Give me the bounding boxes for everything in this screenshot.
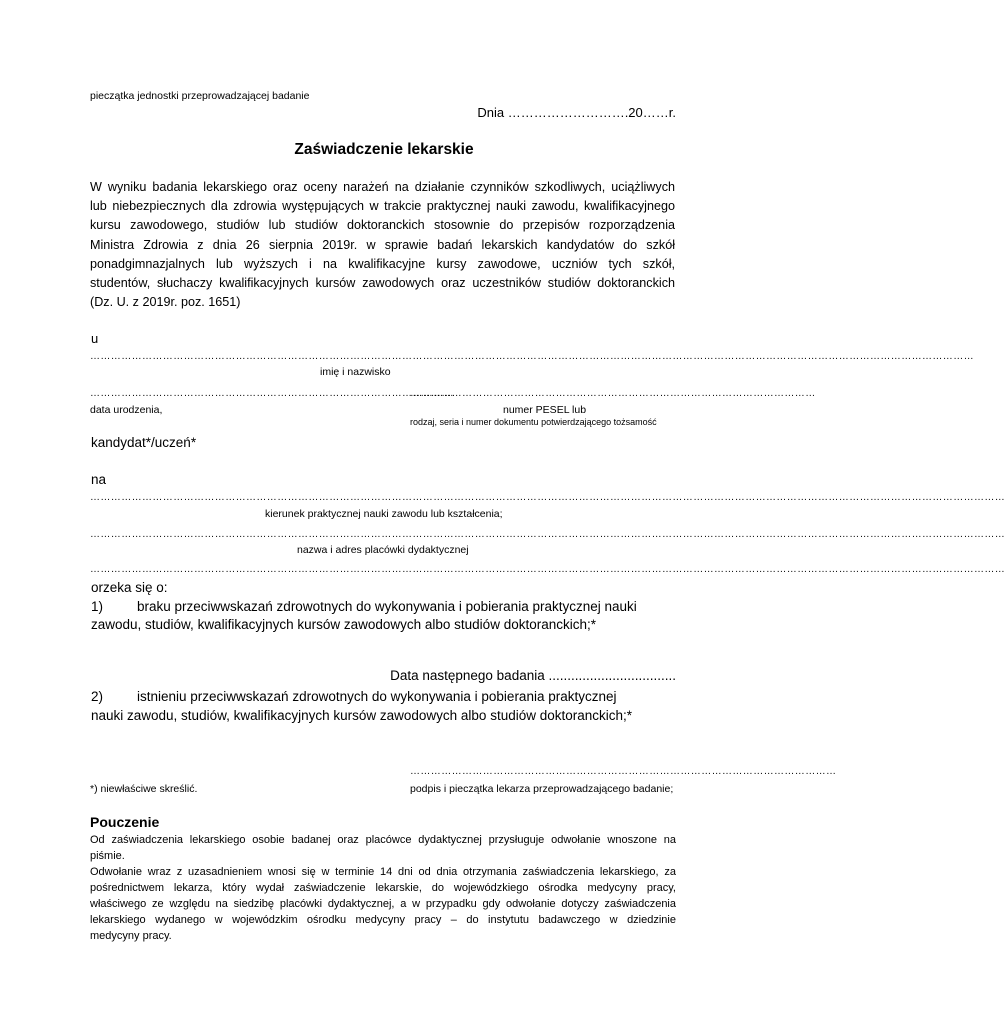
candidate-label: kandydat*/uczeń* bbox=[91, 435, 197, 450]
pesel-line[interactable]: ……………………………………………………………………………………………………… bbox=[410, 388, 816, 399]
intro-line: kursu zawodowego, studiów lub studiów doktoranckich stosownie do przepisów rozporządzenia bbox=[90, 218, 675, 233]
notice-heading: Pouczenie bbox=[90, 814, 160, 830]
school-line[interactable]: ………………………………………………………………………………………………………………………………………………………………………………………………………………………………………… bbox=[90, 529, 1005, 540]
item1-line1: braku przeciwwskazań zdrowotnych do wykonywania i pobierania praktycznej nauki bbox=[137, 599, 637, 614]
signature-caption: podpis i pieczątka lekarza przeprowadzającego badanie; bbox=[410, 783, 674, 795]
notice-line: piśmie. bbox=[90, 850, 125, 862]
item2-line1: istnieniu przeciwwskazań zdrowotnych do wykonywania i pobierania praktycznej bbox=[137, 689, 617, 704]
item1-number: 1) bbox=[91, 599, 104, 614]
notice-text bbox=[90, 832, 676, 944]
birth-date-line[interactable]: …………………………………………………………………………………………… bbox=[90, 388, 454, 399]
stamp-label: pieczątka jednostki przeprowadzającej badanie bbox=[90, 90, 310, 102]
signature-line[interactable]: …………………………………………………………………………………………………………… bbox=[410, 766, 837, 777]
na-label: na bbox=[91, 472, 107, 487]
u-label: u bbox=[91, 331, 99, 346]
intro-line: (Dz. U. z 2019r. poz. 1651) bbox=[90, 295, 241, 310]
notice-line: właściwego ze względu na siedzibę placówki dydaktycznej, a w przypadku gdy odwołanie dotyczy zaświadczenia bbox=[90, 898, 676, 910]
id-document-caption: rodzaj, seria i numer dokumentu potwierdzającego tożsamość bbox=[410, 417, 657, 427]
course-line[interactable]: ………………………………………………………………………………………………………………………………………………………………………………………………………………………………………… bbox=[90, 492, 1005, 503]
birth-date-caption: data urodzenia, bbox=[90, 404, 163, 416]
notice-line: medycyny pracy. bbox=[90, 930, 172, 942]
course-caption: kierunek praktycznej nauki zawodu lub kształcenia; bbox=[265, 508, 503, 520]
date-line: Dnia ……………………….20……r. bbox=[477, 105, 676, 120]
ruling-heading: orzeka się o: bbox=[91, 580, 168, 595]
next-exam-date: Data następnego badania .................................. bbox=[390, 668, 676, 683]
school-line-2[interactable]: ………………………………………………………………………………………………………………………………………………………………………………………………………………………………………… bbox=[90, 564, 1005, 575]
document-title: Zaświadczenie lekarskie bbox=[294, 141, 474, 158]
name-line[interactable]: ………………………………………………………………………………………………………………………………………………………………………………………………………………………………… bbox=[90, 351, 974, 362]
name-caption: imię i nazwisko bbox=[320, 366, 391, 378]
intro-line: studentów, słuchaczy kwalifikacyjnych kursów zawodowych oraz uczestników studiów doktoranckich bbox=[90, 276, 675, 291]
notice-line: pośrednictwem lekarza, który wydał zaświadczenie lekarskie, do wojewódzkiego ośrodka medycyny pracy, bbox=[90, 882, 676, 894]
notice-line: Odwołanie wraz z uzasadnieniem wnosi się w terminie 14 dni od dnia otrzymania zaświadczenia lekarskiego, za bbox=[90, 866, 676, 878]
strike-note: *) niewłaściwe skreślić. bbox=[90, 783, 198, 795]
notice-line: Od zaświadczenia lekarskiego osobie badanej oraz placówce dydaktycznej przysługuje odwołanie wnoszone na bbox=[90, 834, 676, 846]
school-caption: nazwa i adres placówki dydaktycznej bbox=[297, 544, 469, 556]
intro-line: lub niebezpiecznych dla zdrowia występujących w trakcie praktycznej nauki zawodu, kwalifikacyjnego bbox=[90, 199, 675, 214]
item2-number: 2) bbox=[91, 689, 104, 704]
intro-line: W wyniku badania lekarskiego oraz oceny narażeń na działanie czynników szkodliwych, uciążliwych bbox=[90, 180, 675, 194]
item2-line2: nauki zawodu, studiów, kwalifikacyjnych kursów zawodowych albo studiów doktoranckich;* bbox=[91, 708, 633, 723]
notice-line: lekarskiego wydanego w wojewódzkim ośrodku medycyny pracy – do instytutu badawczego w dziedzinie bbox=[90, 914, 676, 926]
intro-line: ponadgimnazjalnych lub wyższych i na kwalifikacyjne kursy zawodowe, uczniów tych szkół, bbox=[90, 256, 675, 271]
item1-line2: zawodu, studiów, kwalifikacyjnych kursów zawodowych albo studiów doktoranckich;* bbox=[91, 617, 596, 632]
intro-line: Ministra Zdrowia z dnia 26 sierpnia 2019r. w sprawie badań lekarskich kandydatów do szkół bbox=[90, 237, 675, 252]
pesel-caption: numer PESEL lub bbox=[503, 404, 587, 416]
intro-paragraph bbox=[90, 178, 675, 312]
